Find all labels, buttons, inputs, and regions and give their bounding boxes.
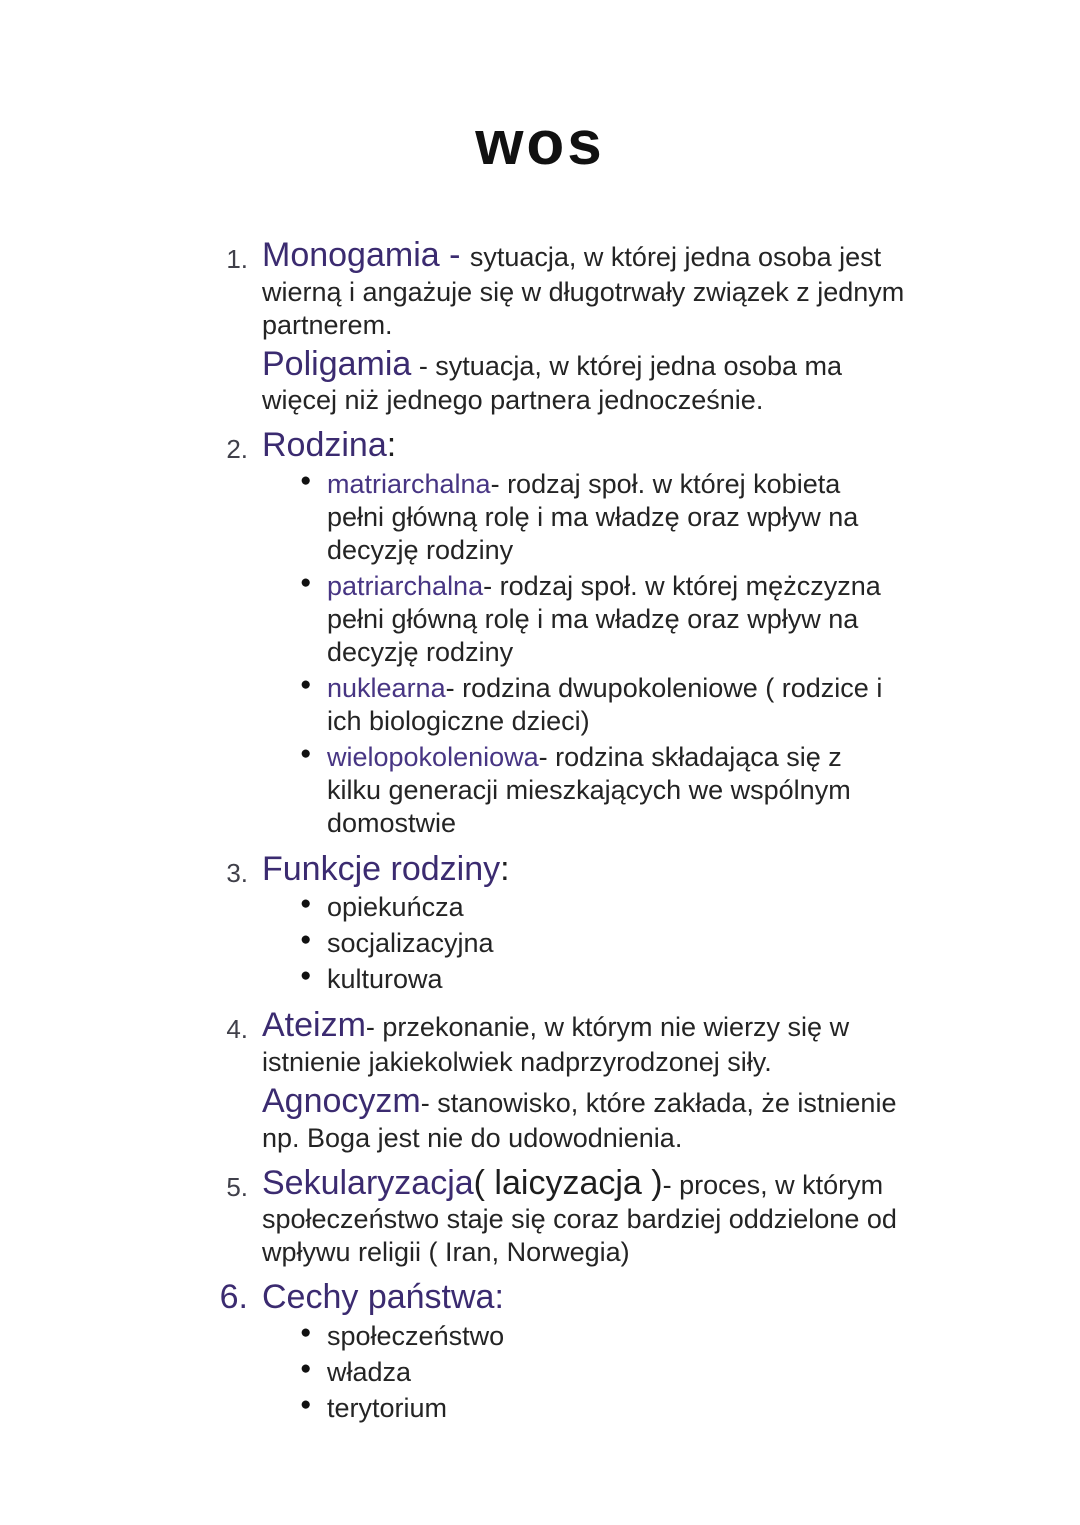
definition <box>262 1277 912 1318</box>
definition-text: - rodzina dwupokoleniowe ( rodzice i ich biologiczne dzieci) <box>327 672 883 736</box>
list-item <box>212 849 912 1000</box>
item-number: 3. <box>226 857 248 888</box>
term-text: Funkcje rodziny <box>262 849 501 888</box>
bullet-icon: ● <box>300 742 312 764</box>
bullet-icon: ● <box>300 673 312 695</box>
bullet-icon: ● <box>300 1393 312 1415</box>
bullet-item <box>300 570 900 669</box>
keyword-text: matriarchalna <box>327 469 491 500</box>
bullet-item <box>300 927 900 960</box>
item-content <box>262 235 912 419</box>
bullet-list <box>300 891 900 996</box>
list-item <box>212 1277 912 1428</box>
bullet-item <box>300 1392 900 1425</box>
bullet-icon: ● <box>300 1322 312 1344</box>
item-content <box>262 425 912 842</box>
definition-text: - rodzaj społ. w której kobieta pełni główną rolę i ma władzę oraz wpływ na decyzję rodziny <box>327 469 859 566</box>
list-item <box>212 235 912 419</box>
bullet-item <box>300 741 900 840</box>
item-content <box>262 1277 912 1428</box>
term-colon: : <box>500 849 510 888</box>
bullet-item <box>300 1356 900 1389</box>
bullet-icon: ● <box>300 572 312 594</box>
item-content <box>262 1163 912 1272</box>
keyword-text: nuklearna <box>327 672 446 703</box>
bullet-list <box>300 1320 900 1425</box>
list-item <box>212 1163 912 1272</box>
bullet-text: społeczeństwo <box>327 1321 505 1352</box>
item-content <box>262 849 912 1000</box>
item-number: 5. <box>226 1171 248 1202</box>
bullet-item <box>300 672 900 738</box>
bullet-text: kulturowa <box>327 964 443 995</box>
term-alt-text: ( laicyzacja ) <box>473 1163 663 1202</box>
definition-text: - przekonanie, w którym nie wierzy się w istnienie jakiekolwiek nadprzyrodzonej siły. <box>262 1012 850 1077</box>
term-text: Monogamia - <box>262 236 470 274</box>
bullet-item <box>300 963 900 996</box>
term-colon: : <box>386 426 397 465</box>
definition <box>262 425 912 466</box>
item-number: 1. <box>226 244 248 274</box>
list-item <box>212 425 912 842</box>
definition <box>262 1163 912 1270</box>
item-number: 4. <box>226 1014 248 1045</box>
bullet-text: władza <box>327 1357 412 1387</box>
definition-text: - stanowisko, które zakłada, że istnienie np. Boga jest nie do udowodnienia. <box>262 1087 897 1153</box>
term-text: Agnocyzm <box>262 1081 421 1120</box>
item-number: 2. <box>226 434 248 465</box>
definition <box>262 1005 912 1079</box>
definition-text: - rodzaj społ. w której mężczyzna pełni główną rolę i ma władzę oraz wpływ na decyzję rodziny <box>327 571 881 667</box>
definition-text: - proces, w którym społeczeństwo staje się coraz bardziej oddzielone od wpływu religii ( Iran, Norwegia) <box>262 1169 897 1268</box>
definition-text: - rodzina składająca się z kilku generacji mieszkających we wspólnym domostwie <box>327 741 851 838</box>
page-title: wos <box>475 109 605 178</box>
term-text: Rodzina <box>262 426 387 465</box>
definition-text: - sytuacja, w której jedna osoba ma więcej niż jednego partnera jednocześnie. <box>262 350 843 416</box>
bullet-item <box>300 891 900 924</box>
bullet-item <box>300 468 900 567</box>
bullet-icon: ● <box>300 893 312 915</box>
term-text: Ateizm <box>262 1006 366 1045</box>
term-text: Poligamia <box>262 344 412 383</box>
bullet-icon: ● <box>300 965 312 987</box>
definition <box>262 235 912 342</box>
numbered-list <box>212 235 912 1428</box>
definition <box>262 849 912 890</box>
bullet-text: opiekuńcza <box>327 892 464 923</box>
term-text: Cechy państwa: <box>262 1278 504 1317</box>
bullet-text: terytorium <box>327 1392 448 1423</box>
item-number: 6. <box>219 1278 248 1317</box>
bullet-icon: ● <box>300 929 312 951</box>
bullet-text: socjalizacyjna <box>327 928 494 959</box>
bullet-icon: ● <box>300 1358 312 1379</box>
bullet-item <box>300 1320 900 1353</box>
item-content <box>262 1005 912 1156</box>
bullet-list <box>300 468 900 839</box>
definition <box>262 1081 912 1155</box>
keyword-text: wielopokoleniowa <box>327 741 539 772</box>
term-text: Sekularyzacja <box>262 1163 474 1202</box>
definition <box>262 344 912 418</box>
list-item <box>212 1005 912 1156</box>
keyword-text: patriarchalna <box>327 571 484 602</box>
bullet-icon: ● <box>300 470 312 492</box>
definition-text: sytuacja, w której jedna osoba jest wierną i angażuje się w długotrwały związek z jednym partnerem. <box>262 242 905 340</box>
